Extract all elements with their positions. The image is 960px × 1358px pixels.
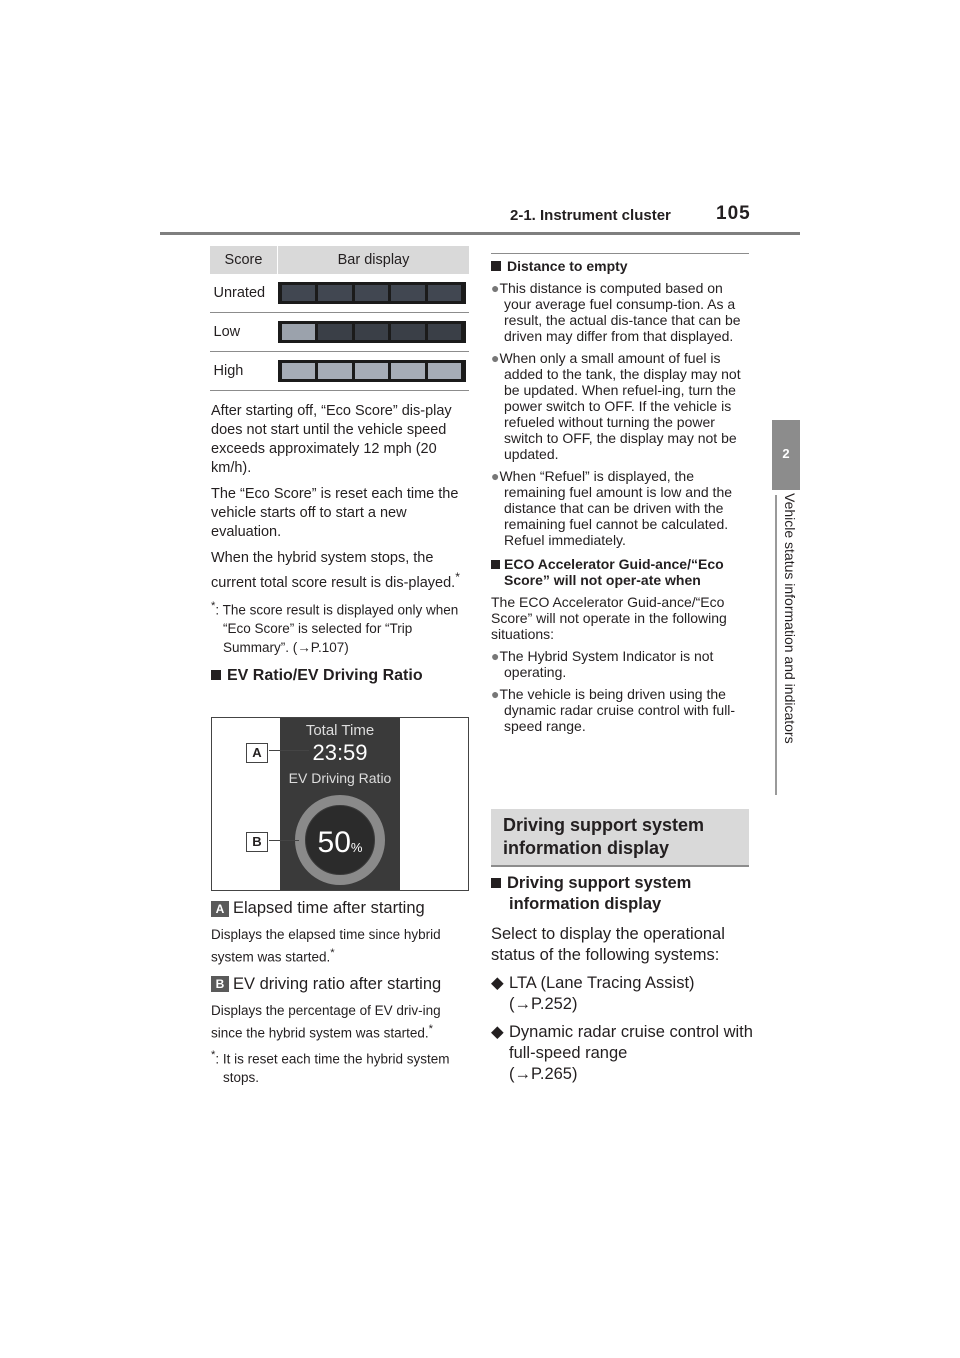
paragraph: The ECO Accelerator Guid-ance/“Eco Score” will not operate in the following situations: [491,594,727,642]
score-bar [278,282,466,304]
score-bar [278,360,466,382]
callout-descriptions [211,899,471,1087]
bar-display-header: Bar display [278,246,470,274]
score-label: High [210,352,278,391]
footnote: *: It is reset each time the hybrid system stops. [211,1049,450,1085]
callout-line [269,750,309,751]
heading-bullet-icon [491,878,501,888]
table-row [210,313,470,352]
subheading: Driving support system information display [491,873,753,915]
side-divider [775,495,777,795]
bullet-item: ●The Hybrid System Indicator is not operating. [491,648,714,680]
subheading: ECO Accelerator Guid-ance/“Eco Score” will not oper-ate when [491,556,753,588]
item-a-title: A Elapsed time after starting [211,899,471,918]
ev-heading: EV Ratio/EV Driving Ratio [211,667,469,684]
chapter-title: Vehicle status information and indicators [782,493,798,744]
section-heading-box [491,809,749,867]
score-header: Score [210,246,278,274]
table-row [210,274,470,313]
score-bar [278,321,466,343]
ev-ratio-illustration [211,717,469,891]
heading-bullet-icon [491,261,501,271]
item-a-desc: Displays the elapsed time since hybrid system was started.* [211,927,441,965]
paragraph: Select to display the operational status of the following systems: [491,925,725,964]
heading-bullet-icon [211,670,221,680]
paragraph: The “Eco Score” is reset each time the vehicle starts off to start a new evaluation. [211,486,459,540]
callout-b: B [246,832,268,852]
section-title: 2-1. Instrument cluster [510,207,671,224]
chapter-number: 2 [782,446,790,461]
footnote: *: The score result is displayed only when “Eco Score” is selected for “Trip Summary”. (→P.107) [211,599,459,656]
left-column [211,402,469,684]
list-item: ◆ Dynamic radar cruise control with full-speed range (→P.265) [491,1023,753,1083]
driving-support-section [491,873,753,1085]
table-row [210,352,470,391]
ratio-value: 50% [317,826,363,859]
score-table [209,246,469,391]
heading-bullet-icon [491,560,500,569]
paragraph: After starting off, “Eco Score” dis-play does not start until the vehicle speed exceeds approximately 12 mph (20 km/h). [211,403,452,476]
total-time-label: Total Time [305,722,375,739]
callout-a: A [246,743,268,763]
bullet-item: ●This distance is computed based on your average fuel consump-tion. As a result, the actual dis-tance that can be driven may differ from that displayed. [491,280,741,344]
subheading: Distance to empty [491,258,753,274]
score-label: Unrated [210,274,278,313]
bullet-item: ●The vehicle is being driven using the dynamic radar cruise control with full-speed range. [491,686,736,734]
section-heading: Driving support system information display [503,815,705,858]
score-label: Low [210,313,278,352]
header-rule [160,232,800,235]
bullet-item: ●When “Refuel” is displayed, the remaining fuel amount is low and the distance that can be driven with the remaining fuel cannot be calculated. Refuel immediately. [491,468,733,548]
item-b-desc: Displays the percentage of EV driv-ing since the hybrid system was started.* [211,1002,441,1040]
right-column [491,258,753,734]
total-time-value: 23:59 [312,740,368,765]
callout-line [269,840,299,841]
page-number: 105 [716,203,751,224]
item-b-title: B EV driving ratio after starting [211,975,471,994]
column-rule [491,253,749,254]
bullet-item: ●When only a small amount of fuel is added to the tank, the display may not be updated. When refuel-ing, turn the power switch to OFF. If the vehicle is refueled without turning the power switch to OFF, the display may not be updated. [491,350,741,462]
list-item: ◆ LTA (Lane Tracing Assist) (→P.252) [491,974,695,1013]
paragraph: When the hybrid system stops, the current total score result is dis-played.* [211,550,460,591]
cluster-display [280,718,400,890]
ev-driving-ratio-label: EV Driving Ratio [288,770,392,786]
